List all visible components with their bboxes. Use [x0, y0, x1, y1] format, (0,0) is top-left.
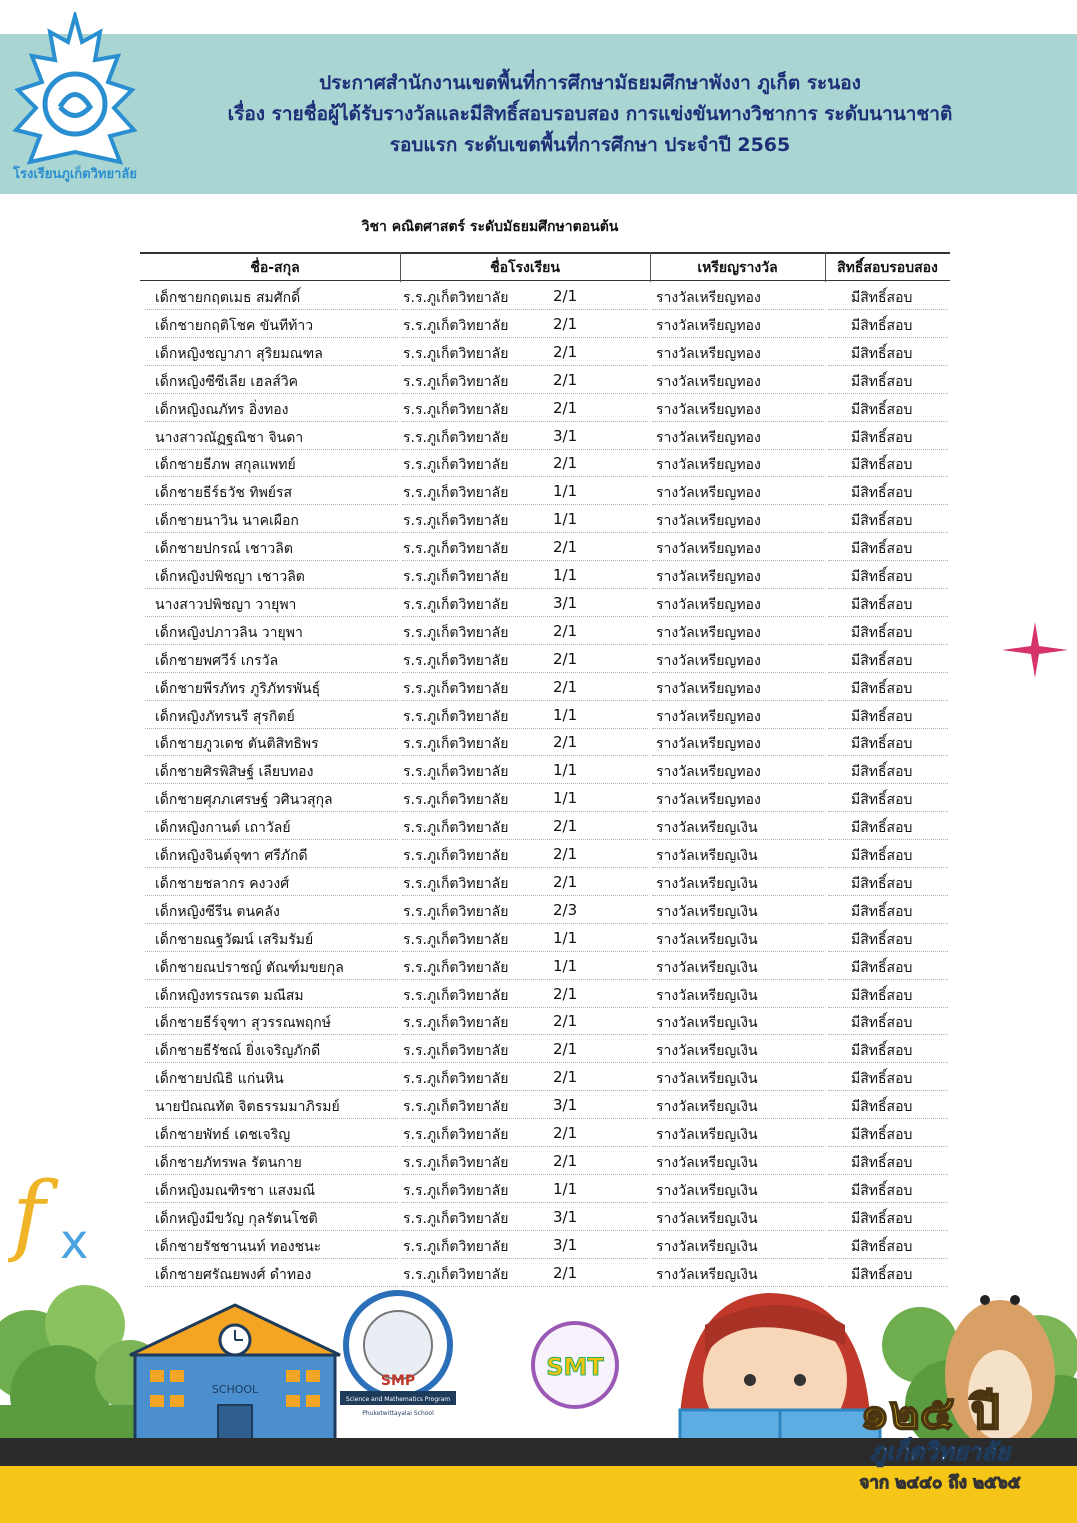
table-row [0, 394, 1077, 422]
student-name: เด็กชายพศวีร์ เกรวัล [155, 652, 279, 669]
class-level: 2/1 [553, 984, 578, 1003]
student-name: เด็กหญิงมณฑิรชา แสงมณี [155, 1182, 316, 1199]
student-name: นายปัณณทัต จิตธรรมมาภิรมย์ [155, 1099, 340, 1116]
table-row [0, 645, 1077, 673]
class-level: 1/1 [553, 482, 578, 501]
fx-f-glyph: ƒ [12, 1163, 46, 1268]
second-round-right: มีสิทธิ์สอบ [851, 848, 913, 864]
school-name: ร.ร.ภูเก็ตวิทยาลัย [403, 401, 509, 418]
medal-award: รางวัลเหรียญเงิน [656, 1238, 758, 1255]
header-school: ชื่อโรงเรียน [490, 260, 560, 276]
student-name: เด็กหญิงปภาวลิน วายุพา [155, 624, 303, 641]
medal-award: รางวัลเหรียญเงิน [656, 1127, 758, 1143]
school-name: ร.ร.ภูเก็ตวิทยาลัย [403, 708, 509, 725]
school-name: ร.ร.ภูเก็ตวิทยาลัย [403, 959, 509, 976]
class-level: 1/1 [553, 956, 578, 975]
student-name: นางสาวปพิชญา วายุพา [155, 596, 297, 613]
medal-award: รางวัลเหรียญทอง [656, 485, 761, 502]
second-round-right: มีสิทธิ์สอบ [851, 931, 913, 948]
table-row [0, 728, 1077, 756]
medal-award: รางวัลเหรียญทอง [656, 457, 761, 474]
medal-award: รางวัลเหรียญเงิน [656, 987, 758, 1004]
class-level: 1/1 [553, 761, 578, 780]
second-round-right: มีสิทธิ์สอบ [851, 373, 913, 390]
student-name: เด็กชายชลากร คงวงศ์ [155, 875, 290, 892]
class-level: 2/1 [553, 621, 578, 640]
class-level: 2/1 [553, 314, 578, 333]
second-round-right: มีสิทธิ์สอบ [851, 1043, 913, 1060]
school-name: ร.ร.ภูเก็ตวิทยาลัย [403, 624, 509, 641]
second-round-right: มีสิทธิ์สอบ [851, 513, 913, 530]
table-header-bottom-rule [140, 280, 950, 281]
class-level: 2/1 [553, 677, 578, 696]
class-level: 1/1 [553, 566, 578, 584]
fx-function-icon [8, 1158, 108, 1268]
table-row [0, 310, 1077, 338]
smp-school-caption: Phuketwittayalai School [362, 1410, 434, 1417]
student-name: เด็กหญิงปพิชญา เชาวลิต [155, 569, 305, 585]
student-name: นางสาวณัฏฐณิชา จินดา [155, 429, 304, 446]
table-row [0, 1119, 1077, 1147]
school-name: ร.ร.ภูเก็ตวิทยาลัย [403, 792, 509, 809]
school-name: ร.ร.ภูเก็ตวิทยาลัย [403, 1071, 509, 1088]
class-level: 3/1 [553, 1235, 578, 1254]
student-name: เด็กชายกฤตเมธ สมศักดิ์ [155, 290, 301, 306]
second-round-right: มีสิทธิ์สอบ [851, 1182, 913, 1199]
table-row [0, 784, 1077, 812]
table-row [0, 1175, 1077, 1203]
medal-award: รางวัลเหรียญเงิน [656, 1154, 758, 1171]
second-round-right: มีสิทธิ์สอบ [851, 1154, 913, 1171]
second-round-right: มีสิทธิ์สอบ [851, 401, 913, 418]
medal-award: รางวัลเหรียญเงิน [656, 1210, 758, 1227]
student-name: เด็กหญิงจินต์จุฑา ศรีภักดี [155, 848, 308, 864]
table-row [0, 533, 1077, 561]
school-name: ร.ร.ภูเก็ตวิทยาลัย [403, 764, 509, 781]
class-level: 2/1 [553, 1151, 578, 1170]
medal-award: รางวัลเหรียญทอง [656, 541, 761, 558]
school-name: ร.ร.ภูเก็ตวิทยาลัย [403, 317, 509, 334]
table-row [0, 617, 1077, 645]
second-round-right: มีสิทธิ์สอบ [851, 987, 913, 1004]
medal-award: รางวัลเหรียญเงิน [656, 1182, 758, 1199]
medal-award: รางวัลเหรียญเงิน [656, 903, 758, 920]
school-sign-text: SCHOOL [211, 1383, 259, 1396]
school-name: ร.ร.ภูเก็ตวิทยาลัย [403, 457, 509, 474]
second-round-right: มีสิทธิ์สอบ [851, 596, 913, 613]
table-row [0, 338, 1077, 366]
school-name: ร.ร.ภูเก็ตวิทยาลัย [403, 1210, 509, 1227]
second-round-right: มีสิทธิ์สอบ [851, 1210, 913, 1227]
table-row [0, 422, 1077, 450]
school-name: ร.ร.ภูเก็ตวิทยาลัย [403, 680, 509, 697]
medal-award: รางวัลเหรียญทอง [656, 317, 761, 334]
second-round-right: มีสิทธิ์สอบ [851, 345, 913, 362]
second-round-right: มีสิทธิ์สอบ [851, 708, 913, 725]
medal-award: รางวัลเหรียญทอง [656, 708, 761, 725]
table-row [0, 1035, 1077, 1063]
school-name: ร.ร.ภูเก็ตวิทยาลัย [403, 875, 509, 892]
second-round-right: มีสิทธิ์สอบ [851, 1127, 913, 1143]
school-name: ร.ร.ภูเก็ตวิทยาลัย [403, 541, 509, 558]
second-round-right: มีสิทธิ์สอบ [851, 624, 913, 641]
school-name: ร.ร.ภูเก็ตวิทยาลัย [403, 596, 509, 613]
class-level: 1/1 [553, 789, 578, 808]
medal-award: รางวัลเหรียญเงิน [656, 1099, 758, 1116]
school-name: ร.ร.ภูเก็ตวิทยาลัย [403, 290, 509, 306]
medal-award: รางวัลเหรียญทอง [656, 569, 761, 585]
header-medal: เหรียญรางวัล [697, 260, 778, 276]
school-name: ร.ร.ภูเก็ตวิทยาลัย [403, 1127, 509, 1143]
school-name: ร.ร.ภูเก็ตวิทยาลัย [403, 987, 509, 1004]
student-name: เด็กชายปณิธิ แก่นหิน [155, 1071, 284, 1088]
table-row [0, 980, 1077, 1008]
school-building-icon [130, 1305, 340, 1450]
student-name: เด็กชายกฤติโชค ขันทีท้าว [155, 317, 314, 334]
table-row [0, 1231, 1077, 1259]
school-emblem-logo [10, 12, 140, 184]
fx-x-glyph: x [60, 1214, 89, 1268]
medal-award: รางวัลเหรียญเงิน [656, 931, 758, 948]
student-name: เด็กหญิงชญาภา สุริยมณฑล [155, 345, 323, 362]
class-level: 2/1 [553, 817, 578, 836]
anniversary-125-years-logo [790, 1378, 1070, 1498]
class-level: 1/1 [553, 1179, 578, 1198]
medal-award: รางวัลเหรียญเงิน [656, 848, 758, 864]
second-round-right: มีสิทธิ์สอบ [851, 792, 913, 809]
medal-award: รางวัลเหรียญทอง [656, 429, 761, 446]
medal-award: รางวัลเหรียญทอง [656, 373, 761, 390]
class-level: 2/1 [553, 342, 578, 361]
student-name: เด็กชายณฐวัฒน์ เสริมรัมย์ [155, 931, 314, 948]
medal-award: รางวัลเหรียญทอง [656, 680, 761, 697]
second-round-right: มีสิทธิ์สอบ [851, 290, 913, 306]
student-name: เด็กชายนาวิน นาคเผือก [155, 513, 299, 530]
class-level: 3/1 [553, 426, 578, 445]
student-name: เด็กชายธีรัชณ์ ยิ่งเจริญภักดี [155, 1043, 321, 1060]
medal-award: รางวัลเหรียญทอง [656, 345, 761, 362]
class-level: 3/1 [553, 1207, 578, 1226]
medal-award: รางวัลเหรียญทอง [656, 736, 761, 753]
medal-award: รางวัลเหรียญเงิน [656, 1015, 758, 1032]
school-name: ร.ร.ภูเก็ตวิทยาลัย [403, 569, 509, 585]
second-round-right: มีสิทธิ์สอบ [851, 317, 913, 334]
second-round-right: มีสิทธิ์สอบ [851, 569, 913, 585]
class-level: 2/1 [553, 287, 578, 305]
second-round-right: มีสิทธิ์สอบ [851, 680, 913, 697]
student-name: เด็กชายภัทรพล รัตนกาย [155, 1154, 302, 1171]
medal-award: รางวัลเหรียญทอง [656, 764, 761, 781]
school-name: ร.ร.ภูเก็ตวิทยาลัย [403, 848, 509, 864]
table-row [0, 1147, 1077, 1175]
student-name: เด็กชายพัทธ์ เดชเจริญ [155, 1127, 291, 1143]
class-level: 2/1 [553, 370, 578, 389]
logo-text: โรงเรียนภูเก็ตวิทยาลัย [13, 167, 137, 182]
second-round-right: มีสิทธิ์สอบ [851, 1238, 913, 1255]
school-name: ร.ร.ภูเก็ตวิทยาลัย [403, 931, 509, 948]
table-row [0, 1259, 1077, 1287]
student-name: เด็กชายพีรภัทร ภูริภัทรพันธุ์ [155, 680, 321, 697]
medal-award: รางวัลเหรียญทอง [656, 290, 761, 306]
header-name: ชื่อ-สกุล [250, 260, 300, 276]
medal-award: รางวัลเหรียญเงิน [656, 1043, 758, 1060]
class-level: 2/1 [553, 872, 578, 891]
smt-program-logo [533, 1323, 617, 1407]
medal-award: รางวัลเหรียญเงิน [656, 959, 758, 976]
school-name: ร.ร.ภูเก็ตวิทยาลัย [403, 345, 509, 362]
medal-award: รางวัลเหรียญทอง [656, 513, 761, 530]
sparkle-star-icon [1000, 620, 1070, 680]
class-level: 2/1 [553, 1040, 578, 1059]
table-row [0, 840, 1077, 868]
medal-award: รางวัลเหรียญทอง [656, 792, 761, 809]
medal-award: รางวัลเหรียญเงิน [656, 820, 758, 837]
table-row [0, 673, 1077, 701]
table-row [0, 589, 1077, 617]
class-level: 1/1 [553, 510, 578, 529]
class-level: 3/1 [553, 1096, 578, 1115]
anniversary-school: ภูเก็ตวิทยาลัย [870, 1438, 1010, 1466]
medal-award: รางวัลเหรียญเงิน [656, 875, 758, 892]
table-row [0, 756, 1077, 784]
medal-award: รางวัลเหรียญเงิน [656, 1266, 758, 1283]
second-round-right: มีสิทธิ์สอบ [851, 1015, 913, 1032]
second-round-right: มีสิทธิ์สอบ [851, 820, 913, 837]
table-row [0, 366, 1077, 394]
second-round-right: มีสิทธิ์สอบ [851, 457, 913, 474]
student-name: เด็กหญิงกานต์ เถาวัลย์ [155, 820, 291, 837]
class-level: 2/1 [553, 398, 578, 417]
medal-award: รางวัลเหรียญทอง [656, 652, 761, 669]
school-name: ร.ร.ภูเก็ตวิทยาลัย [403, 1154, 509, 1171]
anniversary-years: จาก ๒๔๔๐ ถึง ๒๕๖๕ [859, 1473, 1021, 1493]
table-row [0, 561, 1077, 589]
second-round-right: มีสิทธิ์สอบ [851, 1266, 913, 1283]
second-round-right: มีสิทธิ์สอบ [851, 485, 913, 502]
school-name: ร.ร.ภูเก็ตวิทยาลัย [403, 903, 509, 920]
table-row [0, 868, 1077, 896]
school-name: ร.ร.ภูเก็ตวิทยาลัย [403, 513, 509, 530]
class-level: 1/1 [553, 928, 578, 947]
school-name: ร.ร.ภูเก็ตวิทยาลัย [403, 373, 509, 390]
table-header-top-rule [140, 252, 950, 254]
header-title-line1: ประกาศสำนักงานเขตพื้นที่การศึกษามัธยมศึกษาพังงา ภูเก็ต ระนอง [319, 72, 861, 94]
subject-heading: วิชา คณิตศาสตร์ ระดับมัธยมศึกษาตอนต้น [361, 219, 619, 235]
school-name: ร.ร.ภูเก็ตวิทยาลัย [403, 1099, 509, 1116]
medal-award: รางวัลเหรียญทอง [656, 401, 761, 418]
table-row [0, 1203, 1077, 1231]
school-name: ร.ร.ภูเก็ตวิทยาลัย [403, 652, 509, 669]
student-name: เด็กชายรัชชานนท์ ทองชนะ [155, 1238, 322, 1255]
school-name: ร.ร.ภูเก็ตวิทยาลัย [403, 1015, 509, 1032]
school-name: ร.ร.ภูเก็ตวิทยาลัย [403, 736, 509, 753]
smp-logo-text: SMP [380, 1373, 416, 1389]
second-round-right: มีสิทธิ์สอบ [851, 903, 913, 920]
medal-award: รางวัลเหรียญทอง [656, 596, 761, 613]
school-name: ร.ร.ภูเก็ตวิทยาลัย [403, 485, 509, 502]
second-round-right: มีสิทธิ์สอบ [851, 1099, 913, 1116]
table-row [0, 896, 1077, 924]
student-name: เด็กชายธีภพ สกุลแพทย์ [155, 457, 296, 474]
second-round-right: มีสิทธิ์สอบ [851, 875, 913, 892]
class-level: 2/1 [553, 1012, 578, 1031]
student-name: เด็กหญิงทรรณรต มณีสม [155, 987, 304, 1004]
school-name: ร.ร.ภูเก็ตวิทยาลัย [403, 1043, 509, 1060]
second-round-right: มีสิทธิ์สอบ [851, 429, 913, 446]
student-name: เด็กชายธีร์ธวัช ทิพย์รส [155, 485, 293, 502]
school-name: ร.ร.ภูเก็ตวิทยาลัย [403, 1238, 509, 1255]
medal-award: รางวัลเหรียญเงิน [656, 1071, 758, 1088]
student-name: เด็กหญิงซีรีน ตนคลัง [155, 903, 280, 920]
class-level: 2/1 [553, 649, 578, 668]
student-name: เด็กชายปกรณ์ เชาวลิต [155, 541, 293, 558]
second-round-right: มีสิทธิ์สอบ [851, 959, 913, 976]
class-level: 2/1 [553, 538, 578, 557]
class-level: 2/1 [553, 845, 578, 863]
table-row [0, 282, 1077, 310]
class-level: 2/3 [553, 900, 578, 919]
class-level: 2/1 [553, 454, 578, 473]
student-name: เด็กชายศุภภเศรษฐ์ วศินวสุกุล [155, 792, 333, 809]
anniversary-title: ๑๒๕ ปี [860, 1385, 1000, 1439]
table-row [0, 1063, 1077, 1091]
student-name: เด็กหญิงซีซีเลีย เฮลส์วิค [155, 373, 299, 390]
school-name: ร.ร.ภูเก็ตวิทยาลัย [403, 1182, 509, 1199]
student-name: เด็กหญิงมีขวัญ กุลรัตนโชติ [155, 1210, 318, 1227]
student-name: เด็กชายภูวเดช ตันติสิทธิพร [155, 736, 319, 753]
class-level: 2/1 [553, 1068, 578, 1087]
header-second-round-right: สิทธิ์สอบรอบสอง [837, 260, 938, 276]
table-row [0, 449, 1077, 477]
header-title-line2: เรื่อง รายชื่อผู้ได้รับรางวัลและมีสิทธิ์สอบรอบสอง การแข่งขันทางวิชาการ ระดับนานาชาติ [227, 103, 953, 125]
student-name: เด็กหญิงภัทรนรี สุรกิตย์ [155, 708, 295, 725]
class-level: 2/1 [553, 1263, 578, 1282]
table-row [0, 505, 1077, 533]
class-level: 2/1 [553, 1124, 578, 1142]
table-row [0, 477, 1077, 505]
table-row [0, 1091, 1077, 1119]
class-level: 3/1 [553, 593, 578, 612]
second-round-right: มีสิทธิ์สอบ [851, 736, 913, 753]
smp-program-logo [340, 1293, 456, 1417]
medal-award: รางวัลเหรียญทอง [656, 624, 761, 641]
student-name: เด็กหญิงณภัทร อิ่งทอง [155, 401, 289, 418]
table-row [0, 1007, 1077, 1035]
school-name: ร.ร.ภูเก็ตวิทยาลัย [403, 429, 509, 446]
school-name: ร.ร.ภูเก็ตวิทยาลัย [403, 820, 509, 837]
second-round-right: มีสิทธิ์สอบ [851, 1071, 913, 1088]
table-row [0, 952, 1077, 980]
second-round-right: มีสิทธิ์สอบ [851, 541, 913, 558]
second-round-right: มีสิทธิ์สอบ [851, 652, 913, 669]
smp-caption: Science and Mathematics Program [345, 1396, 451, 1403]
table-row [0, 701, 1077, 729]
table-row [0, 812, 1077, 840]
student-name: เด็กชายศรัณยพงศ์ ดำทอง [155, 1266, 312, 1283]
school-name: ร.ร.ภูเก็ตวิทยาลัย [403, 1266, 509, 1283]
second-round-right: มีสิทธิ์สอบ [851, 764, 913, 781]
header-title-line3: รอบแรก ระดับเขตพื้นที่การศึกษา ประจำปี 2565 [389, 134, 791, 156]
student-name: เด็กชายธีร์จุฑา สุวรรณพฤกษ์ [155, 1015, 331, 1032]
smt-logo-text: SMT [546, 1353, 604, 1381]
table-row [0, 924, 1077, 952]
student-name: เด็กชายศิรพิสิษฐ์ เลียบทอง [155, 764, 314, 781]
student-name: เด็กชายณปราชญ์ ตัณฑ์มขยกุล [155, 959, 344, 976]
class-level: 1/1 [553, 705, 578, 724]
class-level: 2/1 [553, 733, 578, 752]
